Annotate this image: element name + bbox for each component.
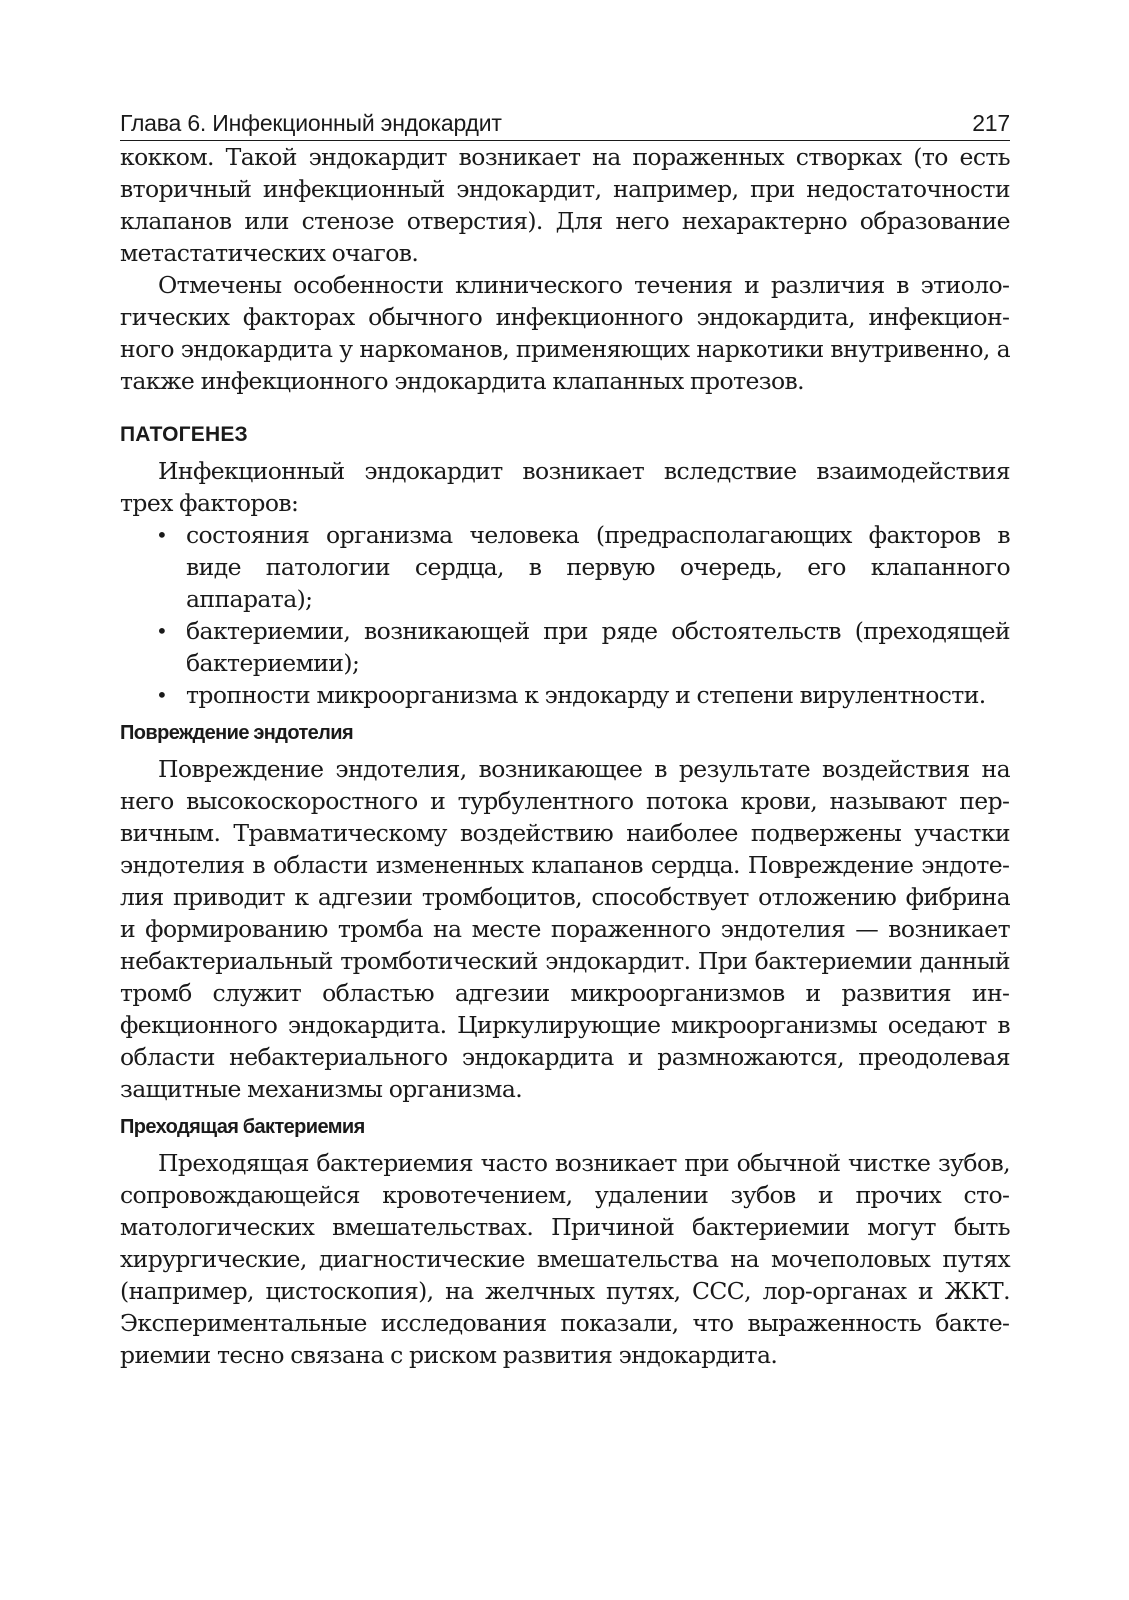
book-page <box>120 108 1010 1371</box>
list-item <box>156 615 1010 679</box>
etiology-paragraph: Отмечены особенности клинического течения и различия в этиологических факторах обычного инфекционного эндокардита, инфекционного эндокардита у наркоманов, применяющих наркотики внутривенно, а также инфекционного эндокардита клапанных протезов. <box>120 271 1010 395</box>
page-body <box>120 141 1010 1371</box>
list-item <box>156 679 1010 711</box>
page-number: 217 <box>972 110 1010 136</box>
subsection-title-bacteremia: Преходящая бактериемия <box>120 1116 365 1138</box>
bacteremia-paragraph: Преходящая бактериемия часто возникает при обычной чистке зубов, сопровождающейся кровотечением, удалении зубов и прочих стоматологических вмешательствах. Причиной бактериемии могут быть хирургические, диагностические вмешательства на мочеполовых путях (например, цистоскопия), на желчных путях, ССС, лор-органах и ЖКТ. Экспериментальные исследования показали, что выраженность бактериемии тесно связана с риском развития эндокардита. <box>120 1149 1010 1369</box>
list-item-text: бактериемии, возникающей при ряде обстоятельств (преходящей бактериемии); <box>186 617 1010 677</box>
list-item <box>156 519 1010 615</box>
endothelium-paragraph: Повреждение эндотелия, возникающее в результате воздействия на него высокоскоростного и турбулентного потока крови, называют первичным. Травматическому воздействию наиболее подвержены участки эндотелия в области измененных клапанов сердца. Повреждение эндотелия приводит к адгезии тромбоцитов, способствует отложению фибрина и формированию тромба на месте пораженного эндотелия — возникает небактериальный тромботический эндокардит. При бактериемии данный тромб служит областью адгезии микроорганизмов и развития инфекционного эндокардита. Циркулирующие микроорганизмы оседают в области небактериального эндокардита и размножаются, преодолевая защитные механизмы организма. <box>120 755 1010 1103</box>
section-title-pathogenesis: ПАТОГЕНЕЗ <box>120 423 248 446</box>
subsection-title-endothelium: Повреждение эндотелия <box>120 722 354 744</box>
chapter-title: Глава 6. Инфекционный эндокардит <box>120 110 502 136</box>
list-item-text: состояния организма человека (предрасполагающих факторов в виде патологии сердца, в первую очередь, его клапанного аппарата); <box>186 521 1010 613</box>
bullet-icon: • <box>156 619 168 643</box>
bullet-icon: • <box>156 523 168 547</box>
factor-list <box>120 519 1010 711</box>
bullet-icon: • <box>156 683 168 707</box>
intro-paragraph: кокком. Такой эндокардит возникает на пораженных створках (то есть вторичный инфекционный эндокардит, например, при недостаточности клапанов или стенозе отверстия). Для него нехарактерно образование метастатических очагов. <box>120 143 1010 267</box>
list-item-text: тропности микроорганизма к эндокарду и степени вирулентности. <box>186 681 986 709</box>
running-header <box>120 108 1010 141</box>
pathogenesis-intro: Инфекционный эндокардит возникает вследствие взаимодействия трех факторов: <box>120 457 1010 517</box>
